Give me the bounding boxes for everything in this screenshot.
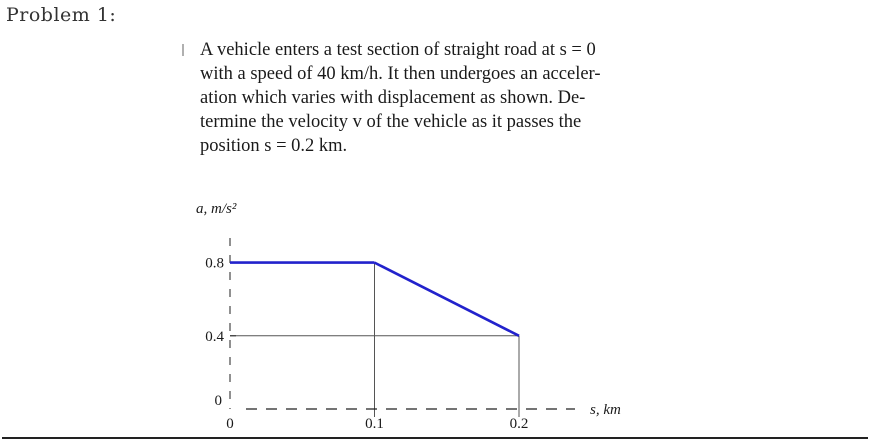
y-tick-label: 0.4 <box>205 328 224 345</box>
y-axis-title: a, m/s² <box>196 201 237 217</box>
x-tick-label: 0 <box>226 416 234 432</box>
problem-line: position s = 0.2 km. <box>200 136 348 156</box>
problem-heading: Problem 1: <box>6 4 117 26</box>
y-tick-label: 0.8 <box>205 255 224 272</box>
x-tick-label: 0.1 <box>365 416 384 432</box>
y-tick-label: 0 <box>214 393 222 409</box>
x-tick-label: 0.2 <box>509 416 529 432</box>
problem-line: A vehicle enters a test section of straight road at s = 0 <box>200 40 596 60</box>
x-axis-title: s, km <box>590 402 621 418</box>
problem-line: with a speed of 40 km/h. It then undergoes an acceler- <box>200 64 601 84</box>
bottom-divider <box>2 437 868 439</box>
problem-line: ation which varies with displacement as shown. De- <box>200 88 586 108</box>
problem-line: termine the velocity v of the vehicle as it passes the <box>200 112 582 132</box>
acceleration-series-segment <box>375 263 520 336</box>
